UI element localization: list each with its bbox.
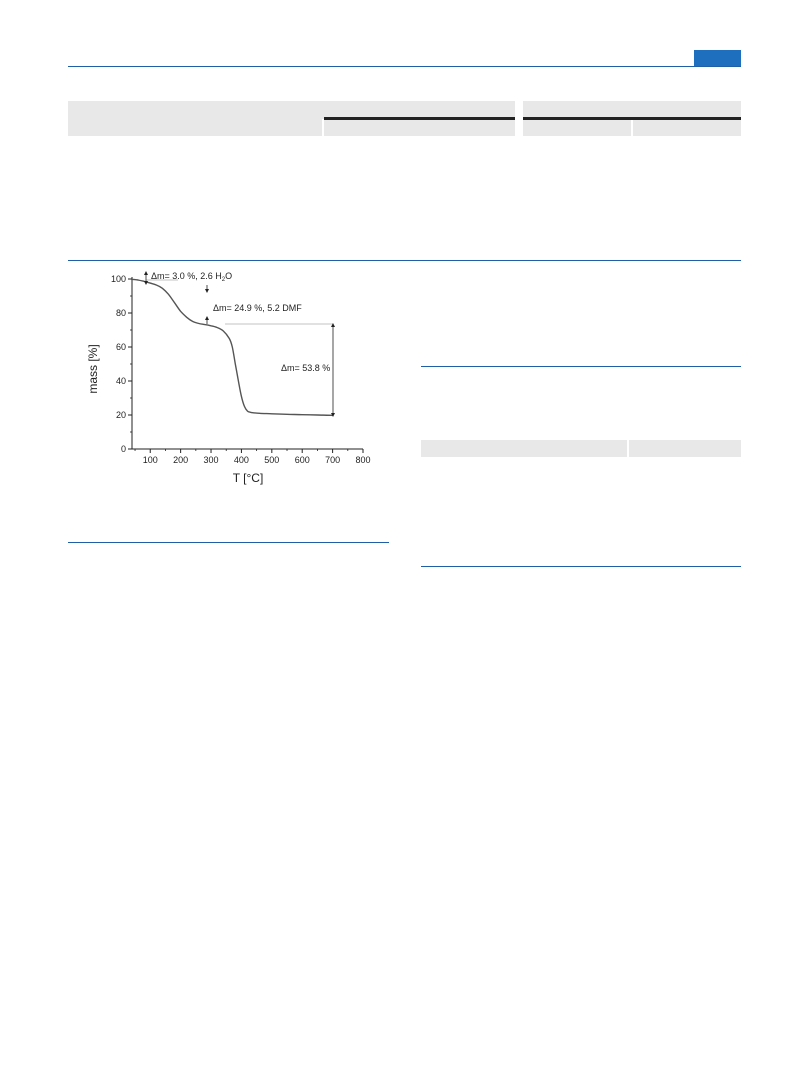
x-tick-label: 300 [203, 455, 219, 465]
x-tick-label: 100 [142, 455, 158, 465]
table-spanner-rule-right [523, 117, 741, 120]
table-cell-separator [627, 440, 629, 457]
y-tick-label: 100 [110, 274, 126, 284]
y-tick-label: 20 [115, 410, 126, 420]
annotation-step1: Δm= 3.0 %, 2.6 $H_2O$ [151, 271, 233, 283]
right-column-rule-1 [421, 366, 741, 367]
x-tick-label: 400 [233, 455, 249, 465]
y-tick-label: 40 [115, 376, 126, 386]
series-line [132, 279, 333, 415]
annotation-step2: Δm= 24.9 %, 5.2 DMF [213, 303, 302, 313]
y-tick-label: 80 [115, 308, 126, 318]
right-table-band [421, 440, 741, 457]
tga-chart [80, 266, 380, 488]
header-tab [694, 50, 741, 66]
x-tick-label: 700 [325, 455, 341, 465]
header-rule [68, 66, 741, 67]
table-gap [515, 101, 523, 136]
annotation-step3: Δm= 53.8 % [281, 363, 331, 373]
table-cell-separator [631, 119, 633, 136]
x-tick-label: 200 [173, 455, 189, 465]
figure-bottom-rule [68, 542, 389, 543]
y-tick-label: 0 [120, 444, 126, 454]
x-tick-label: 500 [264, 455, 280, 465]
table-spanner-rule-left [324, 117, 515, 120]
annotations [146, 271, 333, 415]
x-tick-label: 600 [294, 455, 310, 465]
table-cell-separator [322, 119, 324, 136]
right-column-rule-2 [421, 566, 741, 567]
y-tick-label: 60 [115, 342, 126, 352]
figure-top-rule [68, 260, 741, 261]
x-tick-label: 800 [355, 455, 371, 465]
y-axis-label: mass [%] [86, 344, 100, 394]
x-axis-label: T [°C] [232, 471, 264, 485]
